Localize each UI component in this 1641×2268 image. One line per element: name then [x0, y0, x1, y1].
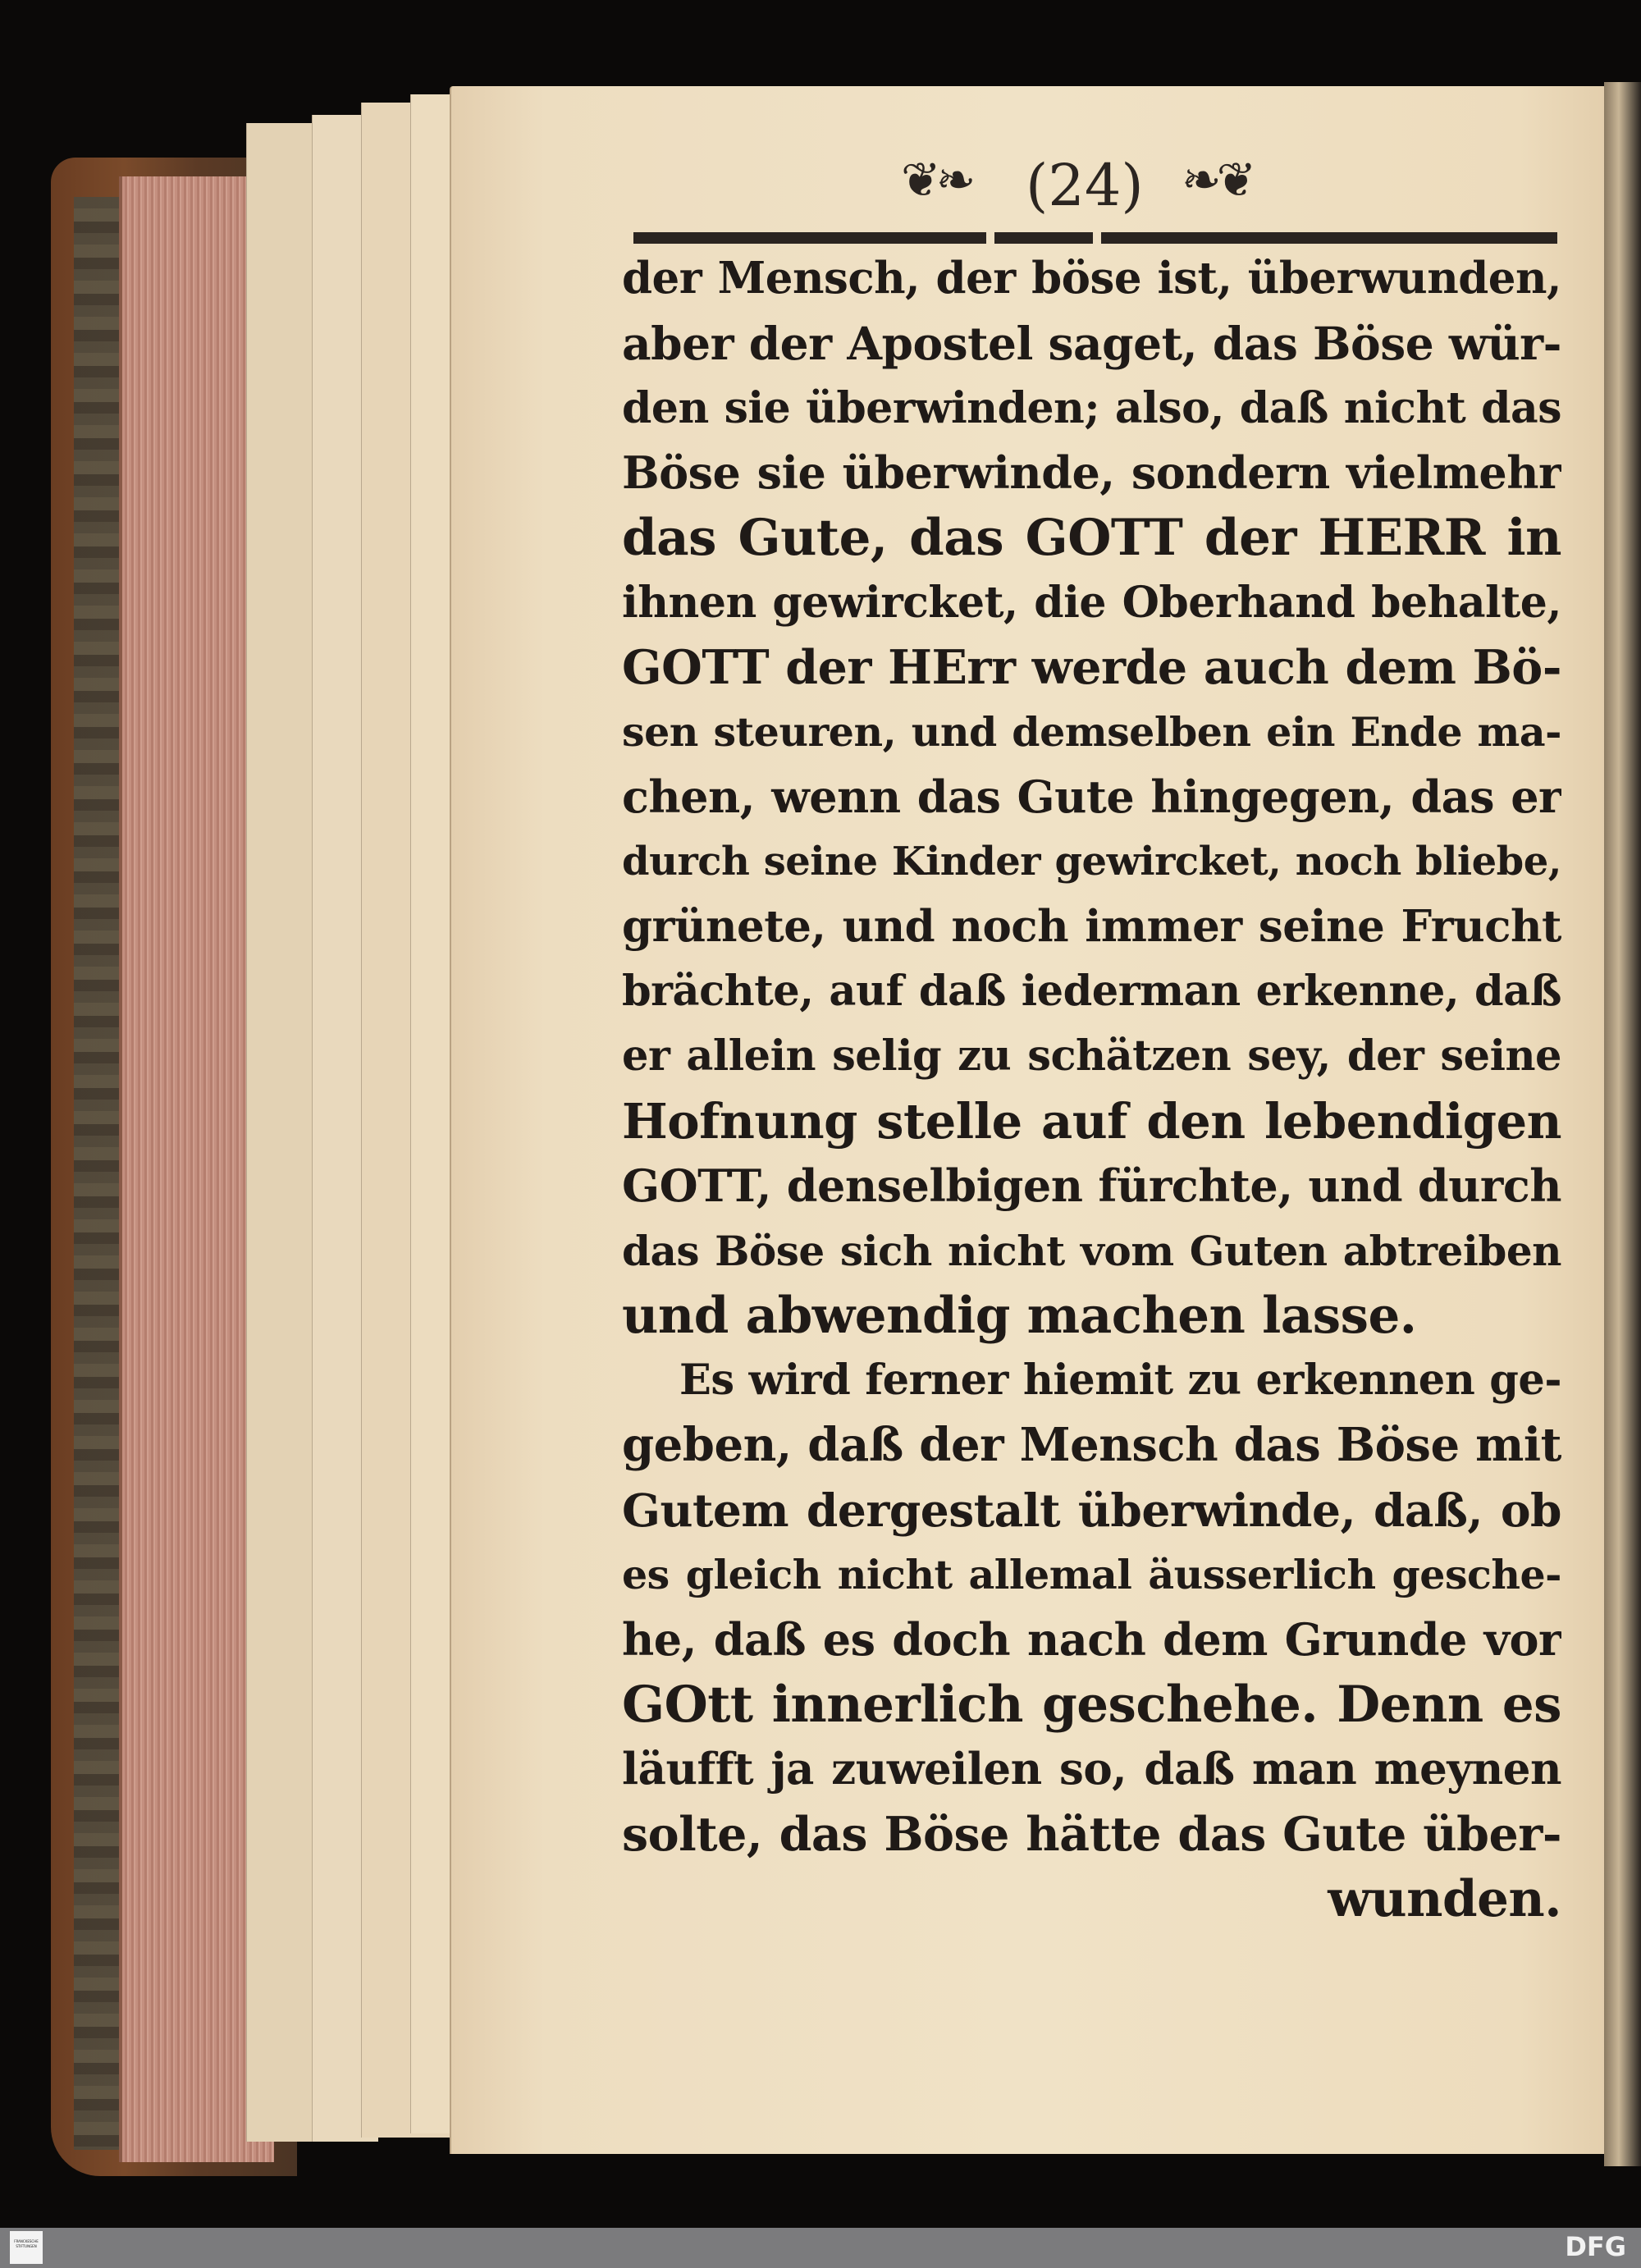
text-line: Hofnung stelle auf den lebendigen — [622, 1093, 1561, 1150]
text-line: den sie überwinden; also, daß nicht das — [622, 383, 1561, 433]
text-line: der Mensch, der böse ist, überwunden, — [622, 253, 1561, 304]
text-line: durch seine Kinder gewircket, noch bliebe, — [622, 839, 1561, 885]
header-rule — [633, 232, 1557, 244]
text-line: das Gute, das GOTT der HERR in — [622, 509, 1561, 567]
text-line: he, daß es doch nach dem Grunde vor — [622, 1613, 1561, 1666]
text-line: GOtt innerlich geschehe. Denn es — [622, 1676, 1561, 1734]
text-line: geben, daß der Mensch das Böse mit — [622, 1418, 1561, 1472]
text-line: GOTT, denselbigen fürchte, und durch — [622, 1159, 1561, 1212]
ornament-left-icon: ❦❧ — [901, 152, 971, 208]
text-line: das Böse sich nicht vom Guten abtreiben — [622, 1227, 1561, 1275]
text-line: er allein selig zu schätzen sey, der seine — [622, 1031, 1561, 1081]
text-line: solte, das Böse hätte das Gute über- — [622, 1807, 1561, 1862]
gutter-shadow — [1604, 82, 1641, 2166]
text-line: läufft ja zuweilen so, daß man meynen — [622, 1744, 1561, 1795]
text-line: aber der Apostel saget, das Böse wür- — [622, 317, 1561, 370]
book-cover-texture — [74, 197, 123, 2150]
dfg-logo: DFG — [1565, 2231, 1626, 2262]
viewer-footer-bar — [0, 2228, 1641, 2268]
text-line: Böse sie überwinde, sondern vielmehr — [622, 446, 1561, 499]
text-line: Es wird ferner hiemit zu erkennen ge- — [679, 1356, 1561, 1405]
text-line: Gutem dergestalt überwinde, daß, ob — [622, 1484, 1561, 1537]
ornament-right-icon: ❧❦ — [1182, 152, 1252, 208]
text-line: brächte, auf daß iederman erkenne, daß — [622, 967, 1561, 1016]
text-line: es gleich nicht allemal äusserlich gesche- — [622, 1551, 1561, 1598]
text-line: chen, wenn das Gute hingegen, das er — [622, 770, 1561, 823]
text-line: ihnen gewircket, die Oberhand behalte, — [622, 578, 1561, 628]
page-text — [622, 246, 1561, 1932]
text-line: grünete, und noch immer seine Frucht — [622, 901, 1561, 952]
text-line: und abwendig machen lasse. — [622, 1287, 1417, 1345]
text-line: GOTT der HErr werde auch dem Bö- — [622, 640, 1561, 695]
institution-logo-icon: FRANCKESCHE STIFTUNGEN — [10, 2231, 43, 2264]
page-header — [0, 152, 1641, 226]
text-line: wunden. — [1328, 1870, 1561, 1928]
text-line: sen steuren, und demselben ein Ende ma- — [622, 708, 1561, 756]
page-number: (24) — [1026, 152, 1144, 219]
